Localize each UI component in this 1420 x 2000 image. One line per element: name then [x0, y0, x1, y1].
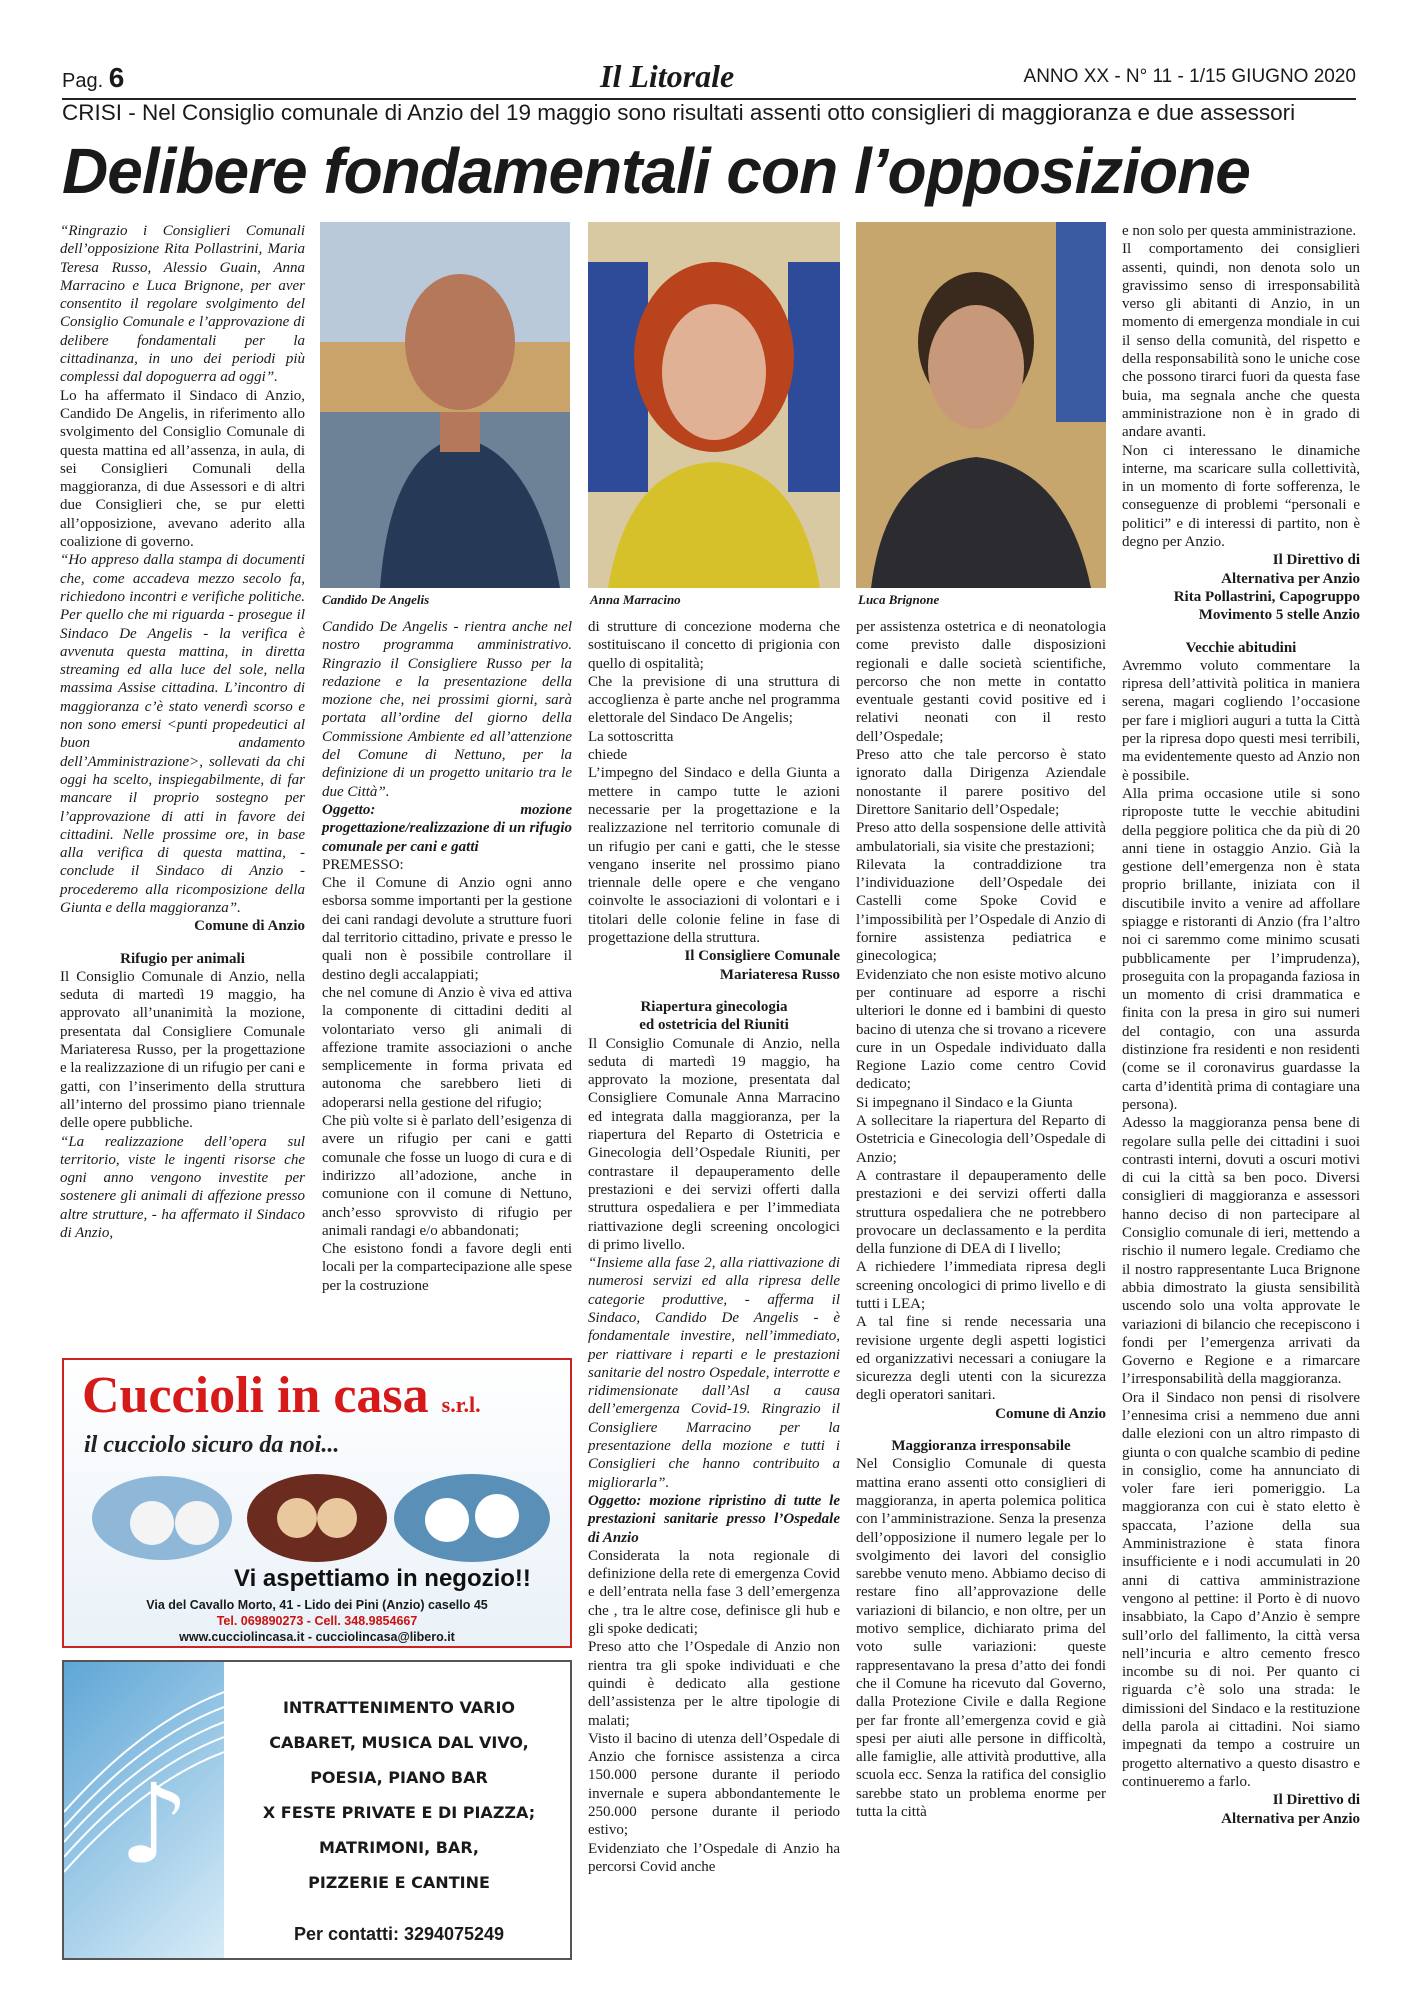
- ad-address: Via del Cavallo Morto, 41 - Lido dei Pini (Anzio) casello 45: [146, 1598, 488, 1612]
- kicker: CRISI - Nel Consiglio comunale di Anzio del 19 maggio sono risultati assenti otto consiglieri di maggioranza e due assessori: [62, 100, 1296, 125]
- paragraph: Il Consiglio Comunale di Anzio, nella seduta di martedì 19 maggio, ha approvato all’unanimità la mozione, presentata dal Consigliere Comunale Mariateresa Russo, per la progettazione e la realizzazione di un rifugio per cani e gatti, con l’inserimento della struttura all’interno del prossimo piano triennale delle opere pubbliche.: [60, 968, 305, 1132]
- ad-phones: Tel. 069890273 - Cell. 348.9854667: [216, 1614, 418, 1628]
- paragraph: Che il Comune di Anzio ogni anno esborsa somme importanti per la gestione dei cani randagi devolute a strutture fuori dal territorio cittadino, private e presso le quali non è possibile controllare il destino degli accalappiati;: [322, 875, 572, 983]
- photo-anna-marracino: [588, 222, 840, 588]
- signature: Comune di Anzio: [995, 1405, 1106, 1422]
- paragraph: Evidenziato che non esiste motivo alcuno per continuare ad esporre a rischi ulteriori le donne ed i bambini di questo bacino di utenza che si trovano a ricevere cure in un Ospedale individuato dalla Regione Lazio come centro Covid dedicato;: [856, 966, 1106, 1093]
- paragraph: Che la previsione di una struttura di accoglienza è parte anche nel programma elettorale del Sindaco De Angelis;: [588, 673, 840, 727]
- ad2-line: POESIA, PIANO BAR: [310, 1768, 488, 1787]
- ad-slogan: il cucciolo sicuro da noi...: [84, 1432, 340, 1458]
- caption-photo3: Luca Brignone: [858, 592, 940, 607]
- paragraph: Alla prima occasione utile si sono riproposte tutte le vecchie abitudini della peggiore politica che da più di 20 anni tiene in ostaggio Anzio. Già la gestione dell’emergenza non è stata proprio brillante, iniziata con il discutibile invito a venire ad affollare spiagge e ristoranti di Anzio (fra l’altro noi ci saremmo come minimo scusati pubblicamente per l’imprudenza), proseguita con la propaganda faziosa in un momento di crisi drammatica e finita con la presa in giro sui numeri del contagio, con una assurda distinzione fra residenti e non residenti (come se il coronavirus guardasse la carta d’identità prima di contagiare una persona).: [1122, 785, 1360, 1113]
- signature: Il Direttivo di: [1272, 552, 1360, 569]
- motion-title: Oggetto: mozione progettazione/realizzazione di un rifugio comunale per cani e gatti: [322, 801, 572, 855]
- paragraph: Evidenziato che l’Ospedale di Anzio ha percorsi Covid anche: [588, 1840, 840, 1875]
- paragraph: chiede: [588, 747, 628, 764]
- paragraph: Lo ha affermato il Sindaco di Anzio, Candido De Angelis, in riferimento allo svolgimento del Consiglio Comunale di questa mattina ed all’assenza, in aula, di sei Consiglieri Comunali della maggioranza, di due Assessori e di altri due Consiglieri che, se pur eletti all’opposizione, avevano aderito alla coalizione di governo.: [60, 387, 305, 551]
- paragraph: Si impegnano il Sindaco e la Giunta: [856, 1094, 1073, 1111]
- photo-candido-de-angelis: [320, 222, 570, 588]
- paragraph: e non solo per questa amministrazione.: [1122, 223, 1357, 239]
- ad-invite: Vi aspettiamo in negozio!!: [234, 1565, 531, 1592]
- paragraph: Ora il Sindaco non pensi di risolvere l’ennesima crisi a nemmeno due anni dalle elezioni con un altro rimpasto di giunta o con qualche scambio di pedine in consiglio, come ha annunciato di voler fare ieri pomeriggio. La maggioranza con cui è stato eletto è spaccata, l’azione della sua Amministrazione è stata finora insufficiente e i nodi accumulati in 20 anni di cattiva amministrazione vengono al pettine: il Porto è di nuovo insabbiato, la Capo d’Anzio è sempre sull’orlo del fallimento, la città versa nell’incuria e altro cemento fresco incombe su di noi. Per quanto ci riguarda c’è solo una strada: le dimissioni del Sindaco e la restituzione della parola ai cittadini. Noi siamo impegnati da tempo a costruire un progetto alternativo a questo disastro e continueremo a farlo.: [1122, 1389, 1360, 1790]
- article-column-2: [322, 618, 572, 1295]
- paragraph: “Ho appreso dalla stampa di documenti che, come accadeva mezzo secolo fa, richiedono incontri e verifiche politiche. Per quello che mi riguarda - prosegue il Sindaco De Angelis - la verifica è avvenuta questa mattina, in diretta streaming ed alla luce del sole, nella massima Assise cittadina. L’incontro di maggioranza c’è stato venerdì scorso e non sono emersi <punti propedeutici al buon andamento dell’Amministrazione>, sollevati da chi oggi ha scelto, inspiegabilmente, di far mancare il proprio sostegno per l’approvazione di atti in favore dei cittadini. Nelle prossime ore, in base alla verifica di questa mattina, - conclude il Sindaco di Anzio - procederemo alla ricomposizione della Giunta e della maggioranza”.: [60, 552, 305, 916]
- ad2-contact: Per contatti: 3294075249: [293, 1924, 505, 1944]
- music-graphic: [64, 1662, 224, 1958]
- paragraph: di strutture di concezione moderna che sostituiscano il concetto di prigionia con quello di ospitalità;: [588, 619, 840, 672]
- caption-photo2: Anna Marracino: [590, 592, 681, 607]
- paragraph: A tal fine si rende necessaria una revisione urgente degli aspetti logistici ed organizzativi necessari a coniugare la sicurezza degli utenti con la sicurezza degli operatori sanitari.: [856, 1314, 1106, 1404]
- headline: Delibere fondamentali con l’opposizione: [62, 135, 1250, 207]
- signature: Il Consigliere Comunale: [684, 948, 840, 965]
- paragraph: Preso atto che tale percorso è stato ignorato dalla Dirigenza Aziendale nonostante il parere positivo del Direttore Sanitario dell’Ospedale;: [856, 747, 1106, 818]
- article-column-3: [588, 618, 840, 1876]
- paragraph: Avremmo voluto commentare la ripresa dell’attività politica in maniera serena, magari cogliendo l’occasione per fare i migliori auguri a tutta la Città per la ripresa dopo questi mesi terribili, ma evidentemente questo ad Anzio non è possibile.: [1122, 657, 1360, 784]
- paragraph: PREMESSO:: [322, 856, 404, 873]
- paragraph: Preso atto della sospensione delle attività ambulatoriali, sia visite che prestazioni;: [856, 820, 1106, 855]
- paragraph: A richiedere l’immediata ripresa degli screening oncologici di primo livello e di tutti i LEA;: [856, 1259, 1106, 1312]
- paragraph: Considerata la nota regionale di definizione della rete di emergenza Covid e dell’entrata nella fase 3 dell’emergenza che , tra le altre cose, definisce gli hub e gli spoke dedicati;: [588, 1547, 840, 1638]
- paragraph: Rilevata la contraddizione tra l’individuazione dell’Ospedale dei Castelli come Spoke Covid e l’impossibilità per l’Ospedale di Anzio di fornire assistenza pediatrica e ginecologica;: [856, 856, 1106, 965]
- motion-title: Oggetto: mozione ripristino di tutte le prestazioni sanitarie presso l’Ospedale di Anzio: [588, 1492, 840, 1546]
- issue-info: ANNO XX - N° 11 - 1/15 GIUGNO 2020: [1023, 66, 1356, 87]
- paragraph: Il Consiglio Comunale di Anzio, nella seduta di martedì 19 maggio, ha approvato la mozione, presentata dal Consigliere Comunale Anna Marracino ed integrata dalla maggioranza, per la riapertura del Reparto di Ostetricia e Ginecologia dell’Ospedale Riuniti, per contrastare il depauperamento delle prestazioni e dei servizi offerti dalla struttura ospedaliera e per l’immediata riattivazione degli screening oncologici di primo livello.: [588, 1035, 840, 1253]
- ad2-line: PIZZERIE E CANTINE: [308, 1873, 490, 1892]
- paragraph: “Ringrazio i Consiglieri Comunali dell’opposizione Rita Pollastrini, Maria Teresa Russo, Alessio Guain, Anna Marracino e Luca Brignone, per aver consentito il regolare svolgimento del Consiglio Comunale e l’approvazione di delibere fondamentali per la cittadinanza, in uno dei periodi più complessi dal dopoguerra ad oggi”.: [60, 223, 305, 386]
- signature-direttivo: [1122, 1791, 1360, 1828]
- paragraph: Non ci interessano le dinamiche interne, ma scaricare sulla collettività, in un momento di forte sofferenza, le conseguenze di problemi “personali e politici” e di interessi di partito, non è degno per Anzio.: [1122, 442, 1360, 551]
- paragraph: Candido De Angelis - rientra anche nel nostro programma amministrativo. Ringrazio il Consigliere Russo per la redazione e la presentazione della mozione che, nei prossimi giorni, sarà portata all’ordine del giorno della Commissione Ambiente ed all’attenzione del Comune di Nettuno, per la definizione di un progetto unitario tra le due Città”.: [322, 619, 572, 800]
- newspaper-name: Il Litorale: [600, 58, 735, 94]
- paragraph: Che più volte si è parlato dell’esigenza di avere un rifugio per cani e gatti comunale che fosse un luogo di cura e di indirizzo all’adozione, anche in comunione con il comune di Nettuno, anch’esso sprovvisto di rifugio per animali randagi e/o abbandonati;: [322, 1113, 572, 1239]
- paragraph: Nel Consiglio Comunale di questa mattina erano assenti otto consiglieri di maggioranza, in aperta polemica politica con l’amministrazione. Senza la presenza dell’opposizione il numero legale per lo svolgimento dei lavori del consiglio sarebbe venuto meno. Abbiamo deciso di restare fino all’approvazione delle variazioni di bilancio, e non oltre, per un motivo semplice, dichiarato prima del voto sulle variazioni: queste rappresentavano la presa d’atto dei fondi che il Comune ha ricevuto dal Governo, dalla Protezione Civile e dalla Regione per far fronte all’emergenza covid e già spesi per aiuti alle persone in difficoltà, alle famiglie, alle attività produttive, alla scuola ecc. Senza la ratifica del consiglio sarebbe stato un problema enorme per tutta la città: [856, 1456, 1106, 1820]
- paragraph: Che esistono fondi a favore degli enti locali per la compartecipazione alle spese per la costruzione: [322, 1241, 572, 1294]
- signature-line: Alternativa per Anzio: [1221, 1810, 1360, 1827]
- signature: Alternativa per Anzio: [1221, 570, 1360, 587]
- ad-web: www.cucciolincasa.it - cucciolincasa@libero.it: [179, 1630, 455, 1644]
- paragraph: “Insieme alla fase 2, alla riattivazione di numerosi servizi ed alla ripresa delle categorie produttive, - afferma il Sindaco, Candido De Angelis - è fondamentale investire, nell’immediato, per riattivare i reparti e le prestazioni sanitarie del nostro Ospedale, interrotte e ridimensionate dall’Asl a causa dell’emergenza Covid-19. Ringrazio il Consigliere Marracino per la presentazione della mozione e tutti i Consiglieri che hanno contribuito a migliorarla”.: [588, 1255, 840, 1491]
- paragraph: che nel comune di Anzio è viva ed attiva la componente di cittadini dediti al volontariato verso gli animali di affezione tramite associazioni o anche semplicemente in forma privata ed autonoma che sarebbero lieti di adoperarsi nella gestione del rifugio;: [322, 984, 572, 1111]
- puppy-photos: [82, 1468, 556, 1563]
- ad2-line: CABARET, MUSICA DAL VIVO,: [269, 1733, 529, 1752]
- caption-photo1: Candido De Angelis: [322, 592, 430, 607]
- section-heading: Riapertura ginecologia: [640, 998, 788, 1015]
- signature: Mariateresa Russo: [719, 966, 840, 983]
- photo-luca-brignone: [856, 222, 1106, 588]
- section-heading: Maggioranza irresponsabile: [891, 1438, 1071, 1455]
- ad-brand: Cuccioli in casa s.r.l.: [82, 1367, 481, 1424]
- section-heading: ed ostetricia del Riuniti: [639, 1017, 789, 1034]
- ad2-lines: [234, 1690, 564, 1900]
- treble-clef-icon: ♪: [119, 1760, 190, 1888]
- paragraph: Preso atto che l’Ospedale di Anzio non rientra tra gli spoke individuati e che quindi è dedicato alla gestione dell’assistenza per le altre tipologie di malati;: [588, 1639, 840, 1729]
- paragraph: L’impegno del Sindaco e della Giunta a mettere in campo tutte le azioni necessarie per la progettazione e la realizzazione nel territorio comunale di un rifugio per cani e gatti, che le stesse vengano inserite nel prossimo piano triennale delle opere e che vengano coinvolte le associazioni di volontari e i titolari delle colonie feline in fase di progettazione della struttura.: [588, 765, 840, 947]
- section-heading: Rifugio per animali: [120, 950, 245, 967]
- paragraph: “La realizzazione dell’opera sul territorio, viste le ingenti risorse che ogni anno vengono investite per sostenere gli animali di affezione presso altre strutture, - ha affermato il Sindaco di Anzio,: [60, 1133, 305, 1242]
- article-column-5: [1122, 222, 1360, 1828]
- section-heading: Vecchie abitudini: [1185, 639, 1297, 656]
- signature: Comune di Anzio: [194, 918, 305, 935]
- ad-intrattenimento: [62, 1660, 572, 1960]
- ad2-line: X FESTE PRIVATE E DI PIAZZA;: [262, 1803, 536, 1822]
- ad2-line: INTRATTENIMENTO VARIO: [282, 1698, 516, 1717]
- signature: Rita Pollastrini, Capogruppo: [1173, 588, 1360, 605]
- paragraph: La sottoscritta: [588, 728, 674, 745]
- paragraph: A contrastare il depauperamento delle prestazioni e dei servizi offerti dalla struttura ospedaliera che ne potrebbero provocare un declassamento e la perdita della funzione di DEA di I livello;: [856, 1167, 1106, 1258]
- page-number: Pag. 6: [62, 62, 125, 93]
- signature: Movimento 5 stelle Anzio: [1198, 607, 1360, 624]
- article-column-1: [60, 222, 305, 1242]
- ad2-line: MATRIMONI, BAR,: [318, 1838, 480, 1857]
- ad-cuccioli-in-casa: [62, 1358, 572, 1648]
- article-column-4: [856, 618, 1106, 1821]
- paragraph: A sollecitare la riapertura del Reparto di Ostetricia e Ginecologia dell’Ospedale di Anzio;: [856, 1113, 1106, 1166]
- paragraph: Adesso la maggioranza pensa bene di regolare sulla pelle dei cittadini i suoi contrasti interni, dovuti a oscuri motivi di cui la città sa ben poco. Diversi consiglieri di maggioranza e assessori hanno deciso di non partecipare al Consiglio comunale di ieri, mettendo a rischio il numero legale. Crediamo che il nostro rappresentante Luca Brignone abbia dimostrato la giusta sensibilità uscendo solo una volta approvate le variazioni di bilancio che recepiscono i fondi per l’emergenza arrivati da Governo e Regione e a rimarcare l’irresponsabilità della maggioranza.: [1122, 1115, 1360, 1388]
- signature-line: Il Direttivo di: [1272, 1792, 1360, 1809]
- paragraph: Il comportamento dei consiglieri assenti, quindi, non denota solo un gravissimo senso di irresponsabilità verso gli abitanti di Anzio, in un momento di emergenza mondiale in cui il senso della comunità, del rispetto e della responsabilità sono le uniche cose che possono tirarci fuori da questa fase buia, ma segnala anche che questa amministrazione non è in grado di andare avanti.: [1122, 241, 1360, 441]
- paragraph: Visto il bacino di utenza dell’Ospedale di Anzio che fornisce assistenza a circa 150.000 persone durante il periodo invernale e supera abbondantemente le 250.000 persone durante il periodo estivo;: [588, 1730, 840, 1839]
- paragraph: per assistenza ostetrica e di neonatologia come previsto dalle disposizioni regionali e dalle società scientifiche, percorso che non mette in contatto eventuale gestanti covid positive ed i relativi neonati con il resto dell’Ospedale;: [856, 619, 1106, 745]
